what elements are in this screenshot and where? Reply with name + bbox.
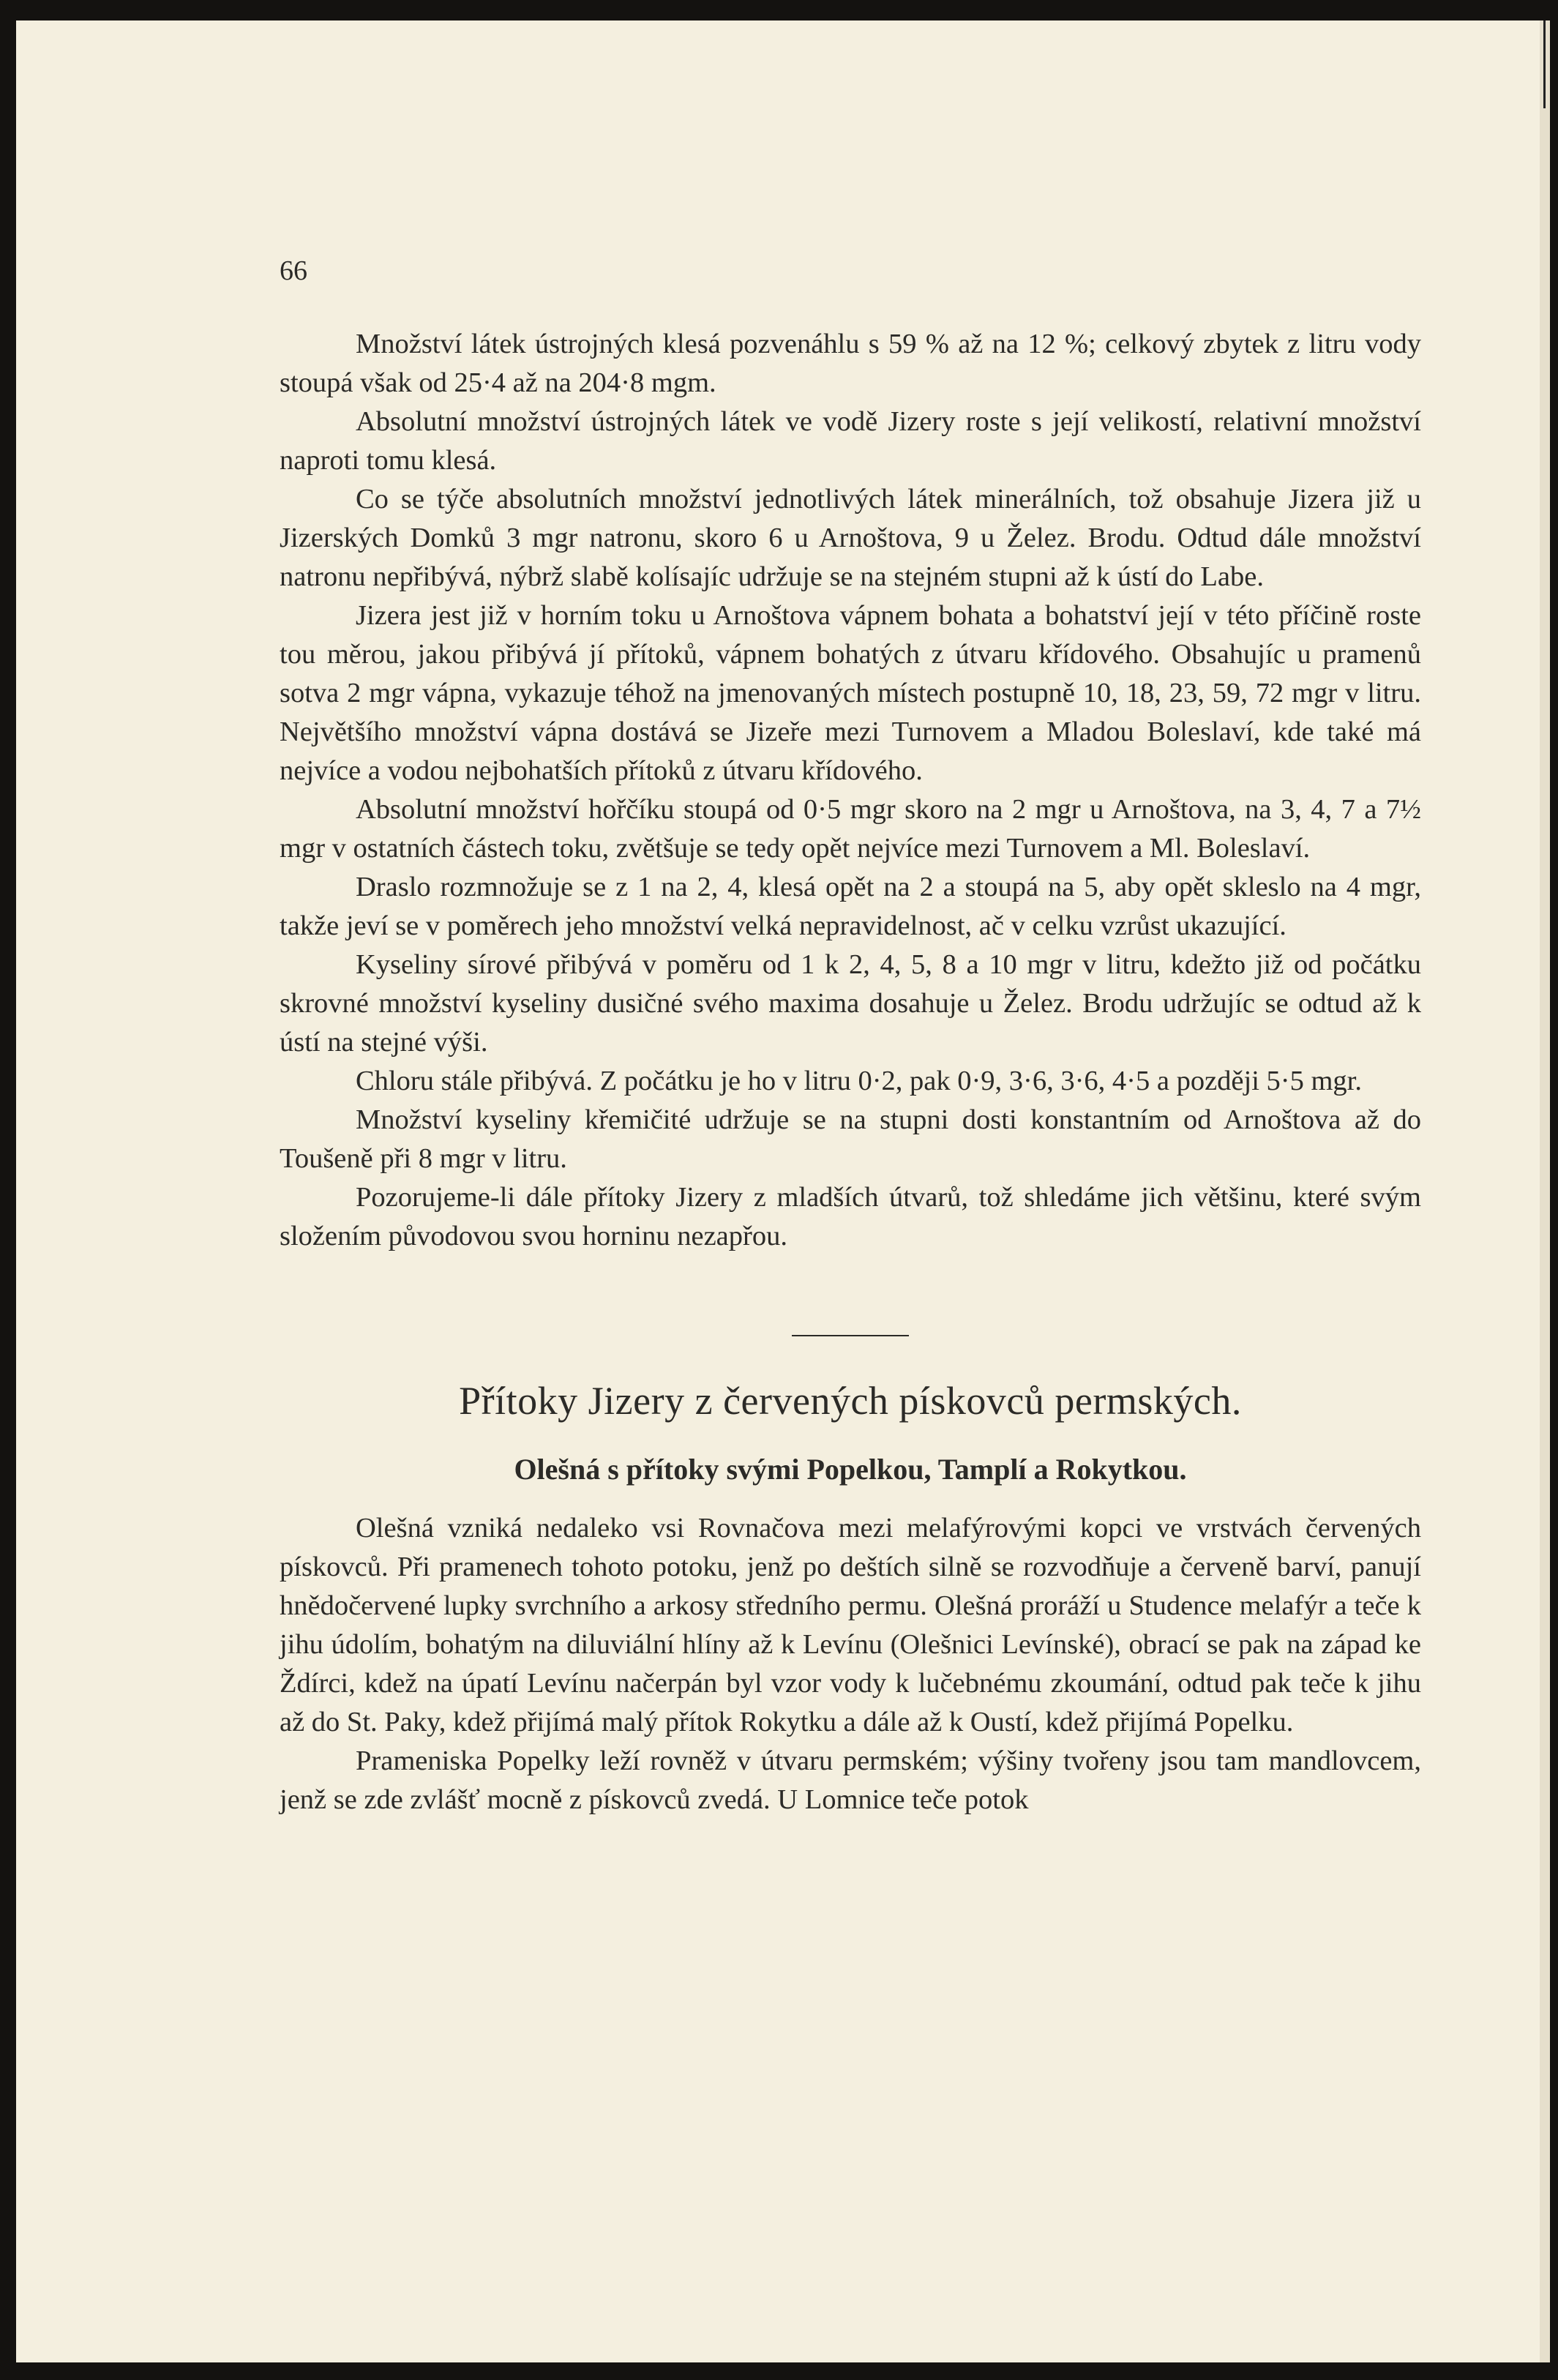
paragraph: Prameniska Popelky leží rovněž v útvaru permském; výšiny tvořeny jsou tam mandlovcem, jenž se zde zvlášť mocně z pískovců zvedá. U Lomnice teče potok: [280, 1745, 1421, 1815]
page-edge: [1540, 20, 1550, 2362]
section-title: Přítoky Jizery z červených pískovců permských.: [459, 1379, 1242, 1423]
paragraph: Olešná vzniká nedaleko vsi Rovnačova mezi melafýrovými kopci ve vrstvách červených pískovců. Při pramenech tohoto potoku, jenž po deštích silně se rozvodňuje a červeně barví, panují hnědočervené lupky svrchního a arkosy středního permu. Olešná proráží u Studence melafýr a teče k jihu údolím, bohatým na diluviální hlíny až k Levínu (Olešnici Levínské), obrací se pak na západ ke Ždírci, kdež na úpatí Levínu načerpán byl vzor vody k lučebnému zkoumání, odtud pak teče k jihu až do St. Paky, kdež přijímá malý přítok Rokytku a dále až k Oustí, kdež přijímá Popelku.: [280, 1513, 1421, 1737]
section-divider: [792, 1335, 909, 1336]
paragraph: Chloru stále přibývá. Z počátku je ho v litru 0·2, pak 0·9, 3·6, 3·6, 4·5 a později 5·5 mgr.: [356, 1066, 1363, 1096]
paragraph: Kyseliny sírové přibývá v poměru od 1 k 2, 4, 5, 8 a 10 mgr v litru, kdežto již od počátku skrovné množství kyseliny dusičné svého maxima dosahuje u Želez. Brodu udržujíc se odtud až k ústí na stejné výši.: [280, 949, 1421, 1058]
page-number: 66: [280, 255, 307, 286]
paragraph: Absolutní množství ústrojných látek ve vodě Jizery roste s její velikostí, relativní množství naproti tomu klesá.: [280, 406, 1421, 476]
paragraph: Množství látek ústrojných klesá pozvenáhlu s 59 % až na 12 %; celkový zbytek z litru vody stoupá však od 25·4 až na 204·8 mgm.: [280, 329, 1421, 398]
text-block: [280, 255, 1421, 1819]
paragraph: Pozorujeme-li dále přítoky Jizery z mladších útvarů, tož shledáme jich většinu, které svým složením původovou svou horninu nezapřou.: [280, 1182, 1421, 1251]
book-page: [16, 20, 1550, 2362]
page-edge-line: [1543, 20, 1546, 108]
paragraph: Co se týče absolutních množství jednotlivých látek minerálních, tož obsahuje Jizera již u Jizerských Domků 3 mgr natronu, skoro 6 u Arnoštova, 9 u Želez. Brodu. Odtud dále množství natronu nepřibývá, nýbrž slabě kolísajíc udržuje se na stejném stupni až k ústí do Labe.: [280, 484, 1421, 592]
paragraph: Draslo rozmnožuje se z 1 na 2, 4, klesá opět na 2 a stoupá na 5, aby opět skleslo na 4 mgr, takže jeví se v poměrech jeho množství velká nepravidelnost, ač v celku vzrůst ukazující.: [280, 872, 1421, 941]
subsection-title: Olešná s přítoky svými Popelkou, Tamplí a Rokytkou.: [514, 1453, 1187, 1486]
paragraph: Jizera jest již v horním toku u Arnoštova vápnem bohata a bohatství její v této příčině roste tou měrou, jakou přibývá jí přítoků, vápnem bohatých z útvaru křídového. Obsahujíc u pramenů sotva 2 mgr vápna, vykazuje téhož na jmenovaných místech postupně 10, 18, 23, 59, 72 mgr v litru. Největšího množství vápna dostává se Jizeře mezi Turnovem a Mladou Boleslaví, kde také má nejvíce a vodou nejbohatších přítoků z útvaru křídového.: [280, 600, 1421, 786]
paragraph: Množství kyseliny křemičité udržuje se na stupni dosti konstantním od Arnoštova až do Toušeně při 8 mgr v litru.: [280, 1104, 1421, 1174]
paragraph: Absolutní množství hořčíku stoupá od 0·5 mgr skoro na 2 mgr u Arnoštova, na 3, 4, 7 a 7½ mgr v ostatních částech toku, zvětšuje se tedy opět nejvíce mezi Turnovem a Ml. Boleslaví.: [280, 794, 1421, 864]
